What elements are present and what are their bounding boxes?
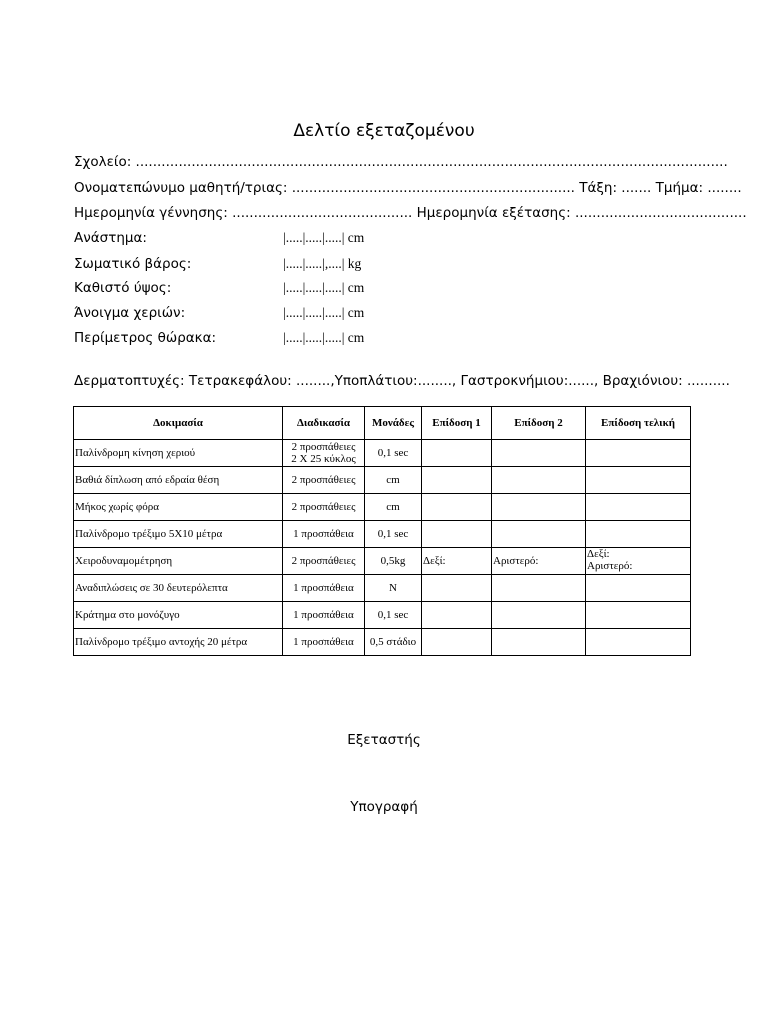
performance-2-cell[interactable] <box>492 494 586 521</box>
weight-value-field[interactable]: |.....|.....|,....| kg <box>283 256 362 271</box>
test-name: Χειροδυναμομέτρηση <box>74 548 283 575</box>
table-row <box>74 494 691 521</box>
header-performance-2: Επίδοση 2 <box>492 407 586 440</box>
unit-cell: 0,1 sec <box>365 440 422 467</box>
table-row <box>74 575 691 602</box>
procedure-cell: 2 προσπάθειες <box>283 467 365 494</box>
final-left-label: Αριστερό: <box>587 560 633 572</box>
performance-2-cell[interactable] <box>492 440 586 467</box>
table-header-row <box>74 407 691 440</box>
sitting-height-label: Καθιστό ύψος: <box>74 280 172 296</box>
arm-span-value-field[interactable]: |.....|.....|.....| cm <box>283 305 365 320</box>
performance-1-cell[interactable] <box>422 467 492 494</box>
procedure-line-1: 2 προσπάθειες <box>291 441 356 453</box>
procedure-cell: 1 προσπάθεια <box>283 575 365 602</box>
header-performance-1: Επίδοση 1 <box>422 407 492 440</box>
test-name: Μήκος χωρίς φόρα <box>74 494 283 521</box>
procedure-cell: 2 προσπάθειες <box>283 548 365 575</box>
skinfolds-field[interactable]: Δερματοπτυχές: Τετρακεφάλου: ........,Υποπλάτιου:........, Γαστροκνήμιου:......, Βραχιόνιου: .......... <box>74 373 730 389</box>
performance-1-cell[interactable] <box>422 575 492 602</box>
sitting-height-value-field[interactable]: |.....|.....|.....| cm <box>283 280 365 295</box>
performance-2-cell[interactable] <box>492 602 586 629</box>
table-row <box>74 602 691 629</box>
procedure-cell <box>283 440 365 467</box>
performance-final-cell[interactable] <box>586 575 691 602</box>
performance-2-cell[interactable] <box>492 521 586 548</box>
school-field[interactable]: Σχολείο: .......................................................................................................................................... <box>74 154 728 170</box>
unit-cell: 0,5 στάδιο <box>365 629 422 656</box>
procedure-cell: 1 προσπάθεια <box>283 602 365 629</box>
performance-final-cell[interactable] <box>586 521 691 548</box>
header-test: Δοκιμασία <box>74 407 283 440</box>
performance-final-cell[interactable] <box>586 629 691 656</box>
performance-final-cell[interactable] <box>586 467 691 494</box>
unit-cell: 0,5kg <box>365 548 422 575</box>
test-name: Παλίνδρομο τρέξιμο αντοχής 20 μέτρα <box>74 629 283 656</box>
procedure-line-2: 2 X 25 κύκλος <box>291 453 356 465</box>
height-label: Ανάστημα: <box>74 230 147 246</box>
test-name: Παλίνδρομη κίνηση χεριού <box>74 440 283 467</box>
performance-final-cell[interactable] <box>586 548 691 575</box>
test-name: Αναδιπλώσεις σε 30 δευτερόλεπτα <box>74 575 283 602</box>
performance-final-cell[interactable] <box>586 494 691 521</box>
procedure-cell: 1 προσπάθεια <box>283 521 365 548</box>
unit-cell: cm <box>365 467 422 494</box>
performance-2-cell[interactable] <box>492 467 586 494</box>
chest-circumference-value-field[interactable]: |.....|.....|.....| cm <box>283 330 365 345</box>
table-row <box>74 440 691 467</box>
tests-table <box>73 406 691 656</box>
performance-2-cell[interactable] <box>492 629 586 656</box>
performance-final-cell[interactable] <box>586 602 691 629</box>
weight-label: Σωματικό βάρος: <box>74 256 192 272</box>
test-name: Παλίνδρομο τρέξιμο 5Χ10 μέτρα <box>74 521 283 548</box>
student-name-class-field[interactable]: Ονοματεπώνυμο μαθητή/τριας: .................................................................. Τάξη: ....... Τμήμα: ........ <box>74 180 742 196</box>
chest-circumference-label: Περίμετρος θώρακα: <box>74 330 217 346</box>
performance-1-cell[interactable] <box>422 602 492 629</box>
table-row <box>74 467 691 494</box>
signature-label: Υπογραφή <box>350 799 418 815</box>
procedure-cell: 2 προσπάθειες <box>283 494 365 521</box>
test-name: Βαθιά δίπλωση από εδραία θέση <box>74 467 283 494</box>
final-right-label: Δεξί: <box>587 548 610 560</box>
performance-1-cell[interactable] <box>422 494 492 521</box>
height-value-field[interactable]: |.....|.....|.....| cm <box>283 230 365 245</box>
unit-cell: cm <box>365 494 422 521</box>
performance-1-cell[interactable] <box>422 629 492 656</box>
dates-field[interactable]: Ημερομηνία γέννησης: .......................................... Ημερομηνία εξέτασης: ........................................ <box>74 205 747 221</box>
table-row <box>74 629 691 656</box>
header-procedure: Διαδικασία <box>283 407 365 440</box>
performance-1-cell[interactable] <box>422 521 492 548</box>
performance-1-cell[interactable] <box>422 440 492 467</box>
performance-2-cell[interactable] <box>492 575 586 602</box>
performance-final-cell[interactable] <box>586 440 691 467</box>
header-units: Μονάδες <box>365 407 422 440</box>
performance-1-cell[interactable]: Δεξί: <box>422 548 492 575</box>
procedure-cell: 1 προσπάθεια <box>283 629 365 656</box>
test-name: Κράτημα στο μονόζυγο <box>74 602 283 629</box>
table-row <box>74 521 691 548</box>
performance-2-cell[interactable]: Αριστερό: <box>492 548 586 575</box>
unit-cell: N <box>365 575 422 602</box>
unit-cell: 0,1 sec <box>365 602 422 629</box>
table-row <box>74 548 691 575</box>
page-title: Δελτίο εξεταζομένου <box>293 121 475 141</box>
header-performance-final: Επίδοση τελική <box>586 407 691 440</box>
examiner-label: Εξεταστής <box>347 732 421 748</box>
arm-span-label: Άνοιγμα χεριών: <box>74 305 186 321</box>
unit-cell: 0,1 sec <box>365 521 422 548</box>
